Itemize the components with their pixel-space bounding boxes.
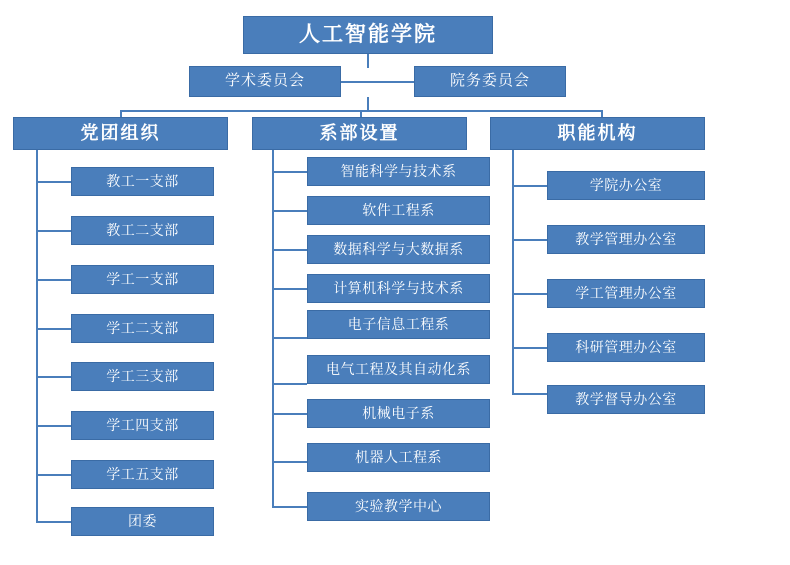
node-leaf-func-1[interactable]: 学院办公室 bbox=[547, 171, 705, 200]
connector-leaf-func-1 bbox=[512, 185, 547, 187]
node-leaf-dept-3[interactable]: 数据科学与大数据系 bbox=[307, 235, 490, 264]
connector-root-spine bbox=[367, 97, 369, 111]
connector-leaf-dept-9 bbox=[272, 506, 307, 508]
connector-rail-departments bbox=[272, 150, 274, 507]
node-leaf-dept-2[interactable]: 软件工程系 bbox=[307, 196, 490, 225]
connector-leaf-dept-2 bbox=[272, 210, 307, 212]
connector-leaf-party-1 bbox=[36, 181, 71, 183]
node-branch-functional[interactable]: 职能机构 bbox=[490, 117, 705, 150]
node-committee-affairs[interactable]: 院务委员会 bbox=[414, 66, 566, 97]
connector-leaf-party-2 bbox=[36, 230, 71, 232]
node-leaf-party-7[interactable]: 学工五支部 bbox=[71, 460, 214, 489]
connector-leaf-dept-1 bbox=[272, 171, 307, 173]
connector-root-down bbox=[367, 54, 369, 68]
connector-leaf-party-6 bbox=[36, 425, 71, 427]
node-leaf-party-8[interactable]: 团委 bbox=[71, 507, 214, 536]
node-leaf-party-5[interactable]: 学工三支部 bbox=[71, 362, 214, 391]
node-leaf-dept-8[interactable]: 机器人工程系 bbox=[307, 443, 490, 472]
node-leaf-func-2[interactable]: 教学管理办公室 bbox=[547, 225, 705, 254]
node-leaf-party-3[interactable]: 学工一支部 bbox=[71, 265, 214, 294]
node-leaf-dept-9[interactable]: 实验教学中心 bbox=[307, 492, 490, 521]
connector-leaf-dept-5 bbox=[272, 337, 307, 339]
node-leaf-func-4[interactable]: 科研管理办公室 bbox=[547, 333, 705, 362]
node-leaf-dept-4[interactable]: 计算机科学与技术系 bbox=[307, 274, 490, 303]
connector-leaf-dept-8 bbox=[272, 461, 307, 463]
node-leaf-dept-6[interactable]: 电气工程及其自动化系 bbox=[307, 355, 490, 384]
node-root[interactable]: 人工智能学院 bbox=[243, 16, 493, 54]
node-committee-academic[interactable]: 学术委员会 bbox=[189, 66, 341, 97]
node-leaf-dept-1[interactable]: 智能科学与技术系 bbox=[307, 157, 490, 186]
connector-leaf-party-4 bbox=[36, 328, 71, 330]
node-leaf-party-1[interactable]: 教工一支部 bbox=[71, 167, 214, 196]
connector-leaf-func-2 bbox=[512, 239, 547, 241]
node-leaf-func-5[interactable]: 教学督导办公室 bbox=[547, 385, 705, 414]
connector-leaf-party-5 bbox=[36, 376, 71, 378]
node-leaf-party-6[interactable]: 学工四支部 bbox=[71, 411, 214, 440]
node-leaf-func-3[interactable]: 学工管理办公室 bbox=[547, 279, 705, 308]
connector-leaf-func-5 bbox=[512, 393, 547, 395]
connector-leaf-dept-7 bbox=[272, 413, 307, 415]
node-leaf-party-4[interactable]: 学工二支部 bbox=[71, 314, 214, 343]
connector-leaf-party-8 bbox=[36, 521, 71, 523]
node-branch-party[interactable]: 党团组织 bbox=[13, 117, 228, 150]
connector-rail-party bbox=[36, 150, 38, 522]
connector-leaf-party-3 bbox=[36, 279, 71, 281]
node-branch-departments[interactable]: 系部设置 bbox=[252, 117, 467, 150]
connector-leaf-dept-3 bbox=[272, 249, 307, 251]
node-leaf-dept-7[interactable]: 机械电子系 bbox=[307, 399, 490, 428]
connector-leaf-func-4 bbox=[512, 347, 547, 349]
connector-leaf-dept-6 bbox=[272, 383, 307, 385]
node-leaf-dept-5[interactable]: 电子信息工程系 bbox=[307, 310, 490, 339]
connector-leaf-party-7 bbox=[36, 474, 71, 476]
connector-leaf-dept-4 bbox=[272, 288, 307, 290]
connector-leaf-func-3 bbox=[512, 293, 547, 295]
node-leaf-party-2[interactable]: 教工二支部 bbox=[71, 216, 214, 245]
